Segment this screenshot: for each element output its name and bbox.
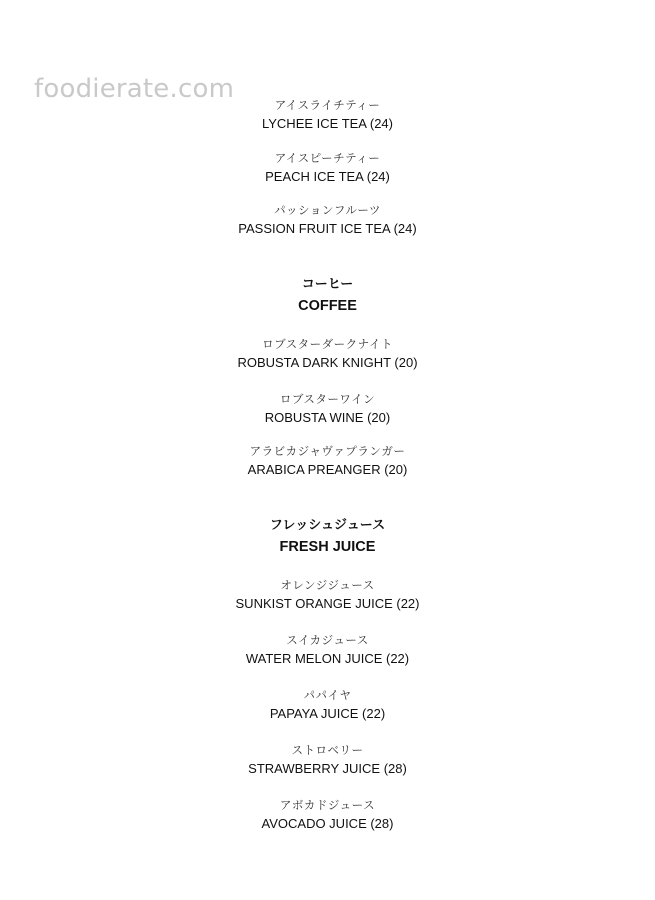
item-name-jp: アラビカジャヴァプランガー <box>249 444 406 458</box>
section-title-jp: コーヒー <box>301 277 354 292</box>
section-title-jp: フレッシュジュース <box>269 518 386 533</box>
item-name-en: STRAWBERRY JUICE (28) <box>248 761 407 776</box>
item-name-en: ARABICA PREANGER (20) <box>247 462 408 477</box>
item-name-en: ROBUSTA WINE (20) <box>264 410 391 425</box>
menu-item-avocado-juice <box>0 797 655 833</box>
item-name-jp: パッションフルーツ <box>274 203 381 217</box>
menu-item-water-melon-juice <box>0 632 655 668</box>
item-name-en: ROBUSTA DARK KNIGHT (20) <box>237 355 418 370</box>
item-name-jp: ロブスターダークナイト <box>262 337 393 351</box>
item-name-jp: スイカジュース <box>286 633 369 647</box>
item-name-jp: パパイヤ <box>303 688 352 702</box>
item-name-en: PEACH ICE TEA (24) <box>265 169 390 184</box>
menu-item-passion-fruit-ice-tea <box>0 202 655 238</box>
item-name-jp: アボカドジュース <box>279 798 376 812</box>
item-name-en: PAPAYA JUICE (22) <box>269 706 386 721</box>
menu-item-arabica-preanger <box>0 443 655 479</box>
item-name-jp: アイスライチティー <box>274 98 381 112</box>
item-name-en: LYCHEE ICE TEA (24) <box>261 116 393 131</box>
menu-item-peach-ice-tea <box>0 150 655 186</box>
section-title-en: COFFEE <box>298 298 357 314</box>
item-name-jp: オレンジジュース <box>280 578 375 592</box>
menu-item-papaya-juice <box>0 687 655 723</box>
section-heading-coffee <box>0 276 655 316</box>
item-name-jp: ストロベリー <box>291 743 364 757</box>
item-name-jp: アイスピーチティー <box>274 151 381 165</box>
item-name-en: WATER MELON JUICE (22) <box>245 651 410 666</box>
item-name-jp: ロブスターワイン <box>279 392 376 406</box>
menu-item-robusta-wine <box>0 391 655 427</box>
watermark: foodierate.com <box>34 74 235 104</box>
section-heading-fresh-juice <box>0 517 655 557</box>
item-name-en: AVOCADO JUICE (28) <box>261 816 394 831</box>
item-name-en: PASSION FRUIT ICE TEA (24) <box>238 221 417 236</box>
section-title-en: FRESH JUICE <box>279 539 376 555</box>
menu-item-sunkist-orange-juice <box>0 577 655 613</box>
menu-item-robusta-dark-knight <box>0 336 655 372</box>
item-name-en: SUNKIST ORANGE JUICE (22) <box>235 596 420 611</box>
menu-item-strawberry-juice <box>0 742 655 778</box>
menu-item-lychee-ice-tea <box>0 97 655 133</box>
